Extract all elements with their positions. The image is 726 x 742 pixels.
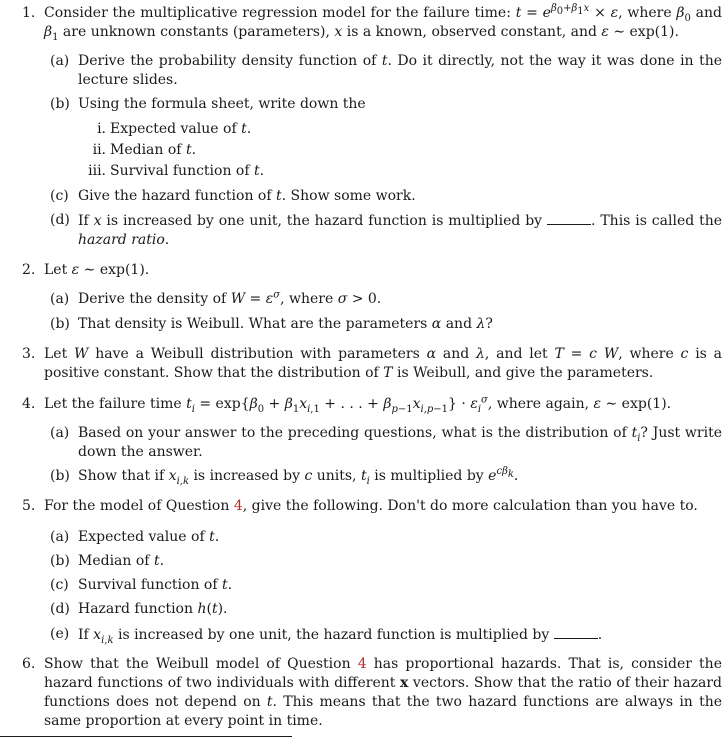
question-1b: (b) Using the formula sheet, write down the — [50, 96, 366, 112]
question-1b-iii: iii. Survival function of t. — [88, 163, 265, 179]
answer-blank — [547, 211, 591, 225]
question-5a: (a) Expected value of t. — [50, 529, 220, 545]
question-5e: (e) If $x_{i,k}$ is increased by one unit, the hazard function is multiplied by . — [50, 626, 603, 646]
question-4b: (b) Show that if $x_{i,k}$ is increased by c units, $t_i$ is multiplied by $e^{c\beta_k}$. — [50, 466, 519, 487]
question-2: 2. Let ε ∼ exp(1). — [22, 262, 150, 278]
question-1c: (c) Give the hazard function of t. Show some work. — [50, 188, 416, 204]
question-number: 1. — [22, 5, 36, 21]
question-1b-ii: ii. Median of t. — [92, 142, 197, 158]
question-4a: (a) Based on your answer to the preceding questions, what is the distribution of $t_i$? Just write down the answer. — [50, 425, 722, 460]
question-5b: (b) Median of t. — [50, 553, 165, 569]
question-2b: (b) That density is Weibull. What are the parameters α and λ? — [50, 316, 493, 332]
question-5: 5. For the model of Question 4, give the following. Don't do more calculation than you have to. — [22, 498, 698, 514]
question-6: 6. Show that the Weibull model of Question 4 has proportional hazards. That is, consider the hazard functions of two individuals with different x vectors. Show that the ratio of their hazard functions does not depend on t. This means that the two hazard functions are always in the same proportion at every point in time. — [22, 656, 722, 729]
question-1b-i: i. Expected value of t. — [97, 121, 252, 137]
question-5d: (d) Hazard function h(t). — [50, 601, 228, 617]
question-2a: (a) Derive the density of $W = \varepsilon^\sigma$, where σ > 0. — [50, 289, 382, 307]
question-1a: (a) Derive the probability density function of t. Do it directly, not the way it was done in the lecture slides. — [50, 53, 723, 88]
question-text: Consider the multiplicative regression model for the failure time: $t = e^{\beta_0+\beta_1x} \times \varepsilon$, where $\beta_0$ and $\beta_1$ are unknown constants (parameters), x is a known, observed constant, and ε ∼ exp(1). — [44, 3, 722, 43]
question-ref-link[interactable]: 4 — [233, 498, 243, 514]
answer-blank — [554, 625, 598, 639]
question-1d: (d) If x is increased by one unit, the hazard function is multiplied by . This is called the hazard ratio. — [50, 212, 723, 248]
question-1 — [22, 4, 722, 42]
footnote-rule — [0, 736, 292, 737]
question-ref-link[interactable]: 4 — [357, 656, 367, 672]
question-4: 4. Let the failure time $t_i = \exp\{\beta_0 + \beta_1x_{i,1}$ + . . . + $\beta_{p-1}x_{i,p-1}\} \cdot \varepsilon_i^\sigma$, where again, ε ∼ exp(1). — [22, 394, 672, 415]
question-5c: (c) Survival function of t. — [50, 577, 233, 593]
question-3: 3. Let W have a Weibull distribution with parameters α and λ, and let T = c W, where c is a positive constant. Show that the distribution of T is Weibull, and give the parameters. — [22, 346, 723, 381]
